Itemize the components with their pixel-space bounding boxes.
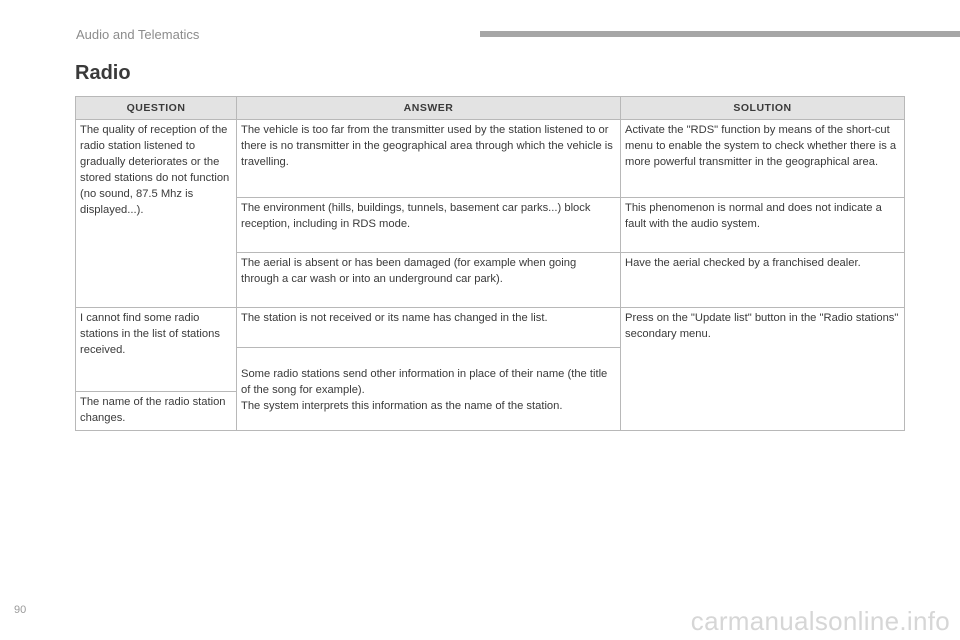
solution-cell: This phenomenon is normal and does not indicate a fault with the audio system. xyxy=(621,198,905,253)
solution-cell: Activate the "RDS" function by means of the short-cut menu to enable the system to check whether there is a more powerful transmitter in the geographical area. xyxy=(621,120,905,198)
column-header-question: QUESTION xyxy=(76,97,237,120)
answer-cell: The aerial is absent or has been damaged (for example when going through a car wash or into an underground car park). xyxy=(237,253,621,308)
column-header-answer: ANSWER xyxy=(237,97,621,120)
solution-cell: Have the aerial checked by a franchised dealer. xyxy=(621,253,905,308)
question-cell: The quality of reception of the radio station listened to gradually deteriorates or the stored stations do not function (no sound, 87.5 Mhz is displayed...). xyxy=(76,120,237,308)
table-header-row xyxy=(76,97,905,120)
answer-cell: The station is not received or its name has changed in the list. xyxy=(237,308,621,348)
troubleshooting-table xyxy=(75,96,905,431)
answer-cell: The environment (hills, buildings, tunnels, basement car parks...) block reception, including in RDS mode. xyxy=(237,198,621,253)
question-cell: I cannot find some radio stations in the list of stations received. xyxy=(76,308,237,392)
table-row xyxy=(76,120,905,198)
table-row xyxy=(76,308,905,348)
section-title: Radio xyxy=(75,62,131,84)
page-number: 90 xyxy=(14,604,27,616)
question-cell: The name of the radio station changes. xyxy=(76,392,237,431)
watermark: carmanualsonline.info xyxy=(690,606,950,636)
header-title: Audio and Telematics xyxy=(76,27,200,42)
header-bar xyxy=(480,31,960,37)
answer-cell: Some radio stations send other information in place of their name (the title of the song for example). The system interprets this information as the name of the station. xyxy=(237,348,621,431)
answer-cell: The vehicle is too far from the transmitter used by the station listened to or there is no transmitter in the geographical area through which the vehicle is travelling. xyxy=(237,120,621,198)
solution-cell: Press on the "Update list" button in the "Radio stations" secondary menu. xyxy=(621,308,905,431)
column-header-solution: SOLUTION xyxy=(621,97,905,120)
